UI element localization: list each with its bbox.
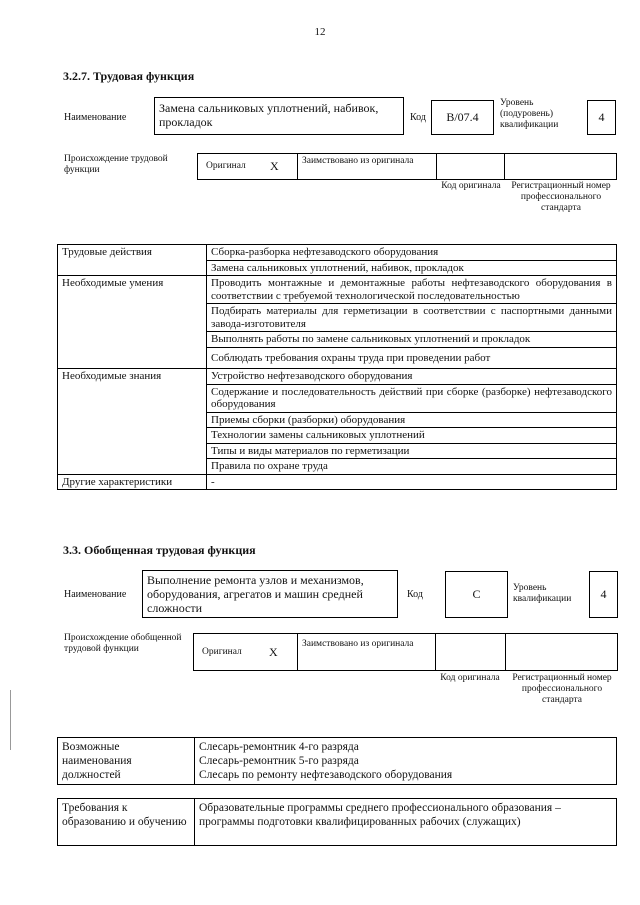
table-row [58,738,617,785]
code-value-33: С [472,587,481,601]
education-label: Требования к образованию и обучению [58,799,195,846]
level-label-327: Уровень (подуровень) квалификации [500,98,559,130]
skill-item: Выполнять работы по замене сальниковых уплотнений и прокладок [207,332,617,348]
page-number: 12 [314,26,326,38]
action-item: Сборка-разборка нефтезаводского оборудования [207,245,617,261]
knowledge-item: Приемы сборки (разборки) оборудования [207,412,617,428]
table-row [58,245,617,261]
skill-item: Соблюдать требования охраны труда при проведении работ [207,347,617,369]
actions-label: Трудовые действия [58,245,207,276]
original-label-33: Оригинал [202,647,242,657]
knowledge-item: Технологии замены сальниковых уплотнений [207,428,617,444]
name-box-33 [142,570,398,618]
position-item: Слесарь-ремонтник 4-го разряда [199,741,359,753]
level-box-327 [587,100,616,135]
name-value-327: Замена сальниковых уплотнений, набивок, прокладок [159,101,379,129]
table-row [58,474,617,490]
name-label-327: Наименование [64,112,127,123]
code-orig-label-33: Код оригинала [440,673,500,683]
function-table-327 [57,244,617,490]
table-row [58,799,617,846]
education-table [57,798,617,846]
table-row [58,369,617,385]
name-box-327 [154,97,404,135]
scan-edge-line [10,690,11,750]
other-label: Другие характеристики [58,474,207,490]
origin-row-327 [197,153,617,180]
code-box-33 [445,571,508,618]
skills-label: Необходимые умения [58,276,207,369]
code-label-33: Код [407,589,423,600]
positions-list [195,738,617,785]
name-label-33: Наименование [64,589,127,600]
borrowed-label-33: Заимствовано из оригинала [302,639,414,649]
original-mark-327: Х [270,159,279,173]
origin-label-33: Происхождение обобщенной трудовой функции [64,633,182,654]
knowledge-label: Необходимые знания [58,369,207,475]
position-item: Слесарь-ремонтник 5-го разряда [199,755,359,767]
section-heading-33: 3.3. Обобщенная трудовая функция [63,543,256,557]
code-label-327: Код [410,112,426,123]
borrowed-label-327: Заимствовано из оригинала [302,156,414,166]
code-value-327: В/07.4 [446,110,479,124]
original-mark-33: Х [269,645,278,659]
action-item: Замена сальниковых уплотнений, набивок, прокладок [207,260,617,276]
section-heading-327: 3.2.7. Трудовая функция [63,69,195,83]
reg-num-label-33: Регистрационный номер профессионального стандарта [512,673,612,705]
original-label-327: Оригинал [206,161,246,171]
positions-table [57,737,617,785]
table-row [58,276,617,304]
level-value-327: 4 [598,110,605,124]
code-orig-label-327: Код оригинала [441,181,501,191]
reg-num-label-327: Регистрационный номер профессионального стандарта [511,181,611,213]
code-box-327 [431,100,494,135]
position-item: Слесарь по ремонту нефтезаводского оборудования [199,769,453,781]
education-value: Образовательные программы среднего профессионального образования – программы подготовки квалифицированных рабочих (служащих) [195,799,617,846]
knowledge-item: Содержание и последовательность действий при сборке (разборке) нефтезаводского оборудования [207,384,617,412]
level-box-33 [589,571,618,618]
level-label-33: Уровень квалификации [513,583,572,604]
name-value-33: Выполнение ремонта узлов и механизмов, оборудования, агрегатов и машин средней сложности [147,573,364,615]
other-value: - [207,474,617,490]
knowledge-item: Устройство нефтезаводского оборудования [207,369,617,385]
knowledge-item: Типы и виды материалов по герметизации [207,443,617,459]
level-value-33: 4 [600,587,607,601]
positions-label: Возможные наименования должностей [58,738,195,785]
knowledge-item: Правила по охране труда [207,459,617,475]
origin-label-327: Происхождение трудовой функции [64,154,168,175]
skill-item: Проводить монтажные и демонтажные работы нефтезаводского оборудования в соответствии с требуемой технологической последовательностью [207,276,617,304]
skill-item: Подбирать материалы для герметизации в соответствии с паспортными данными завода-изготовителя [207,304,617,332]
origin-row-33 [193,633,618,671]
